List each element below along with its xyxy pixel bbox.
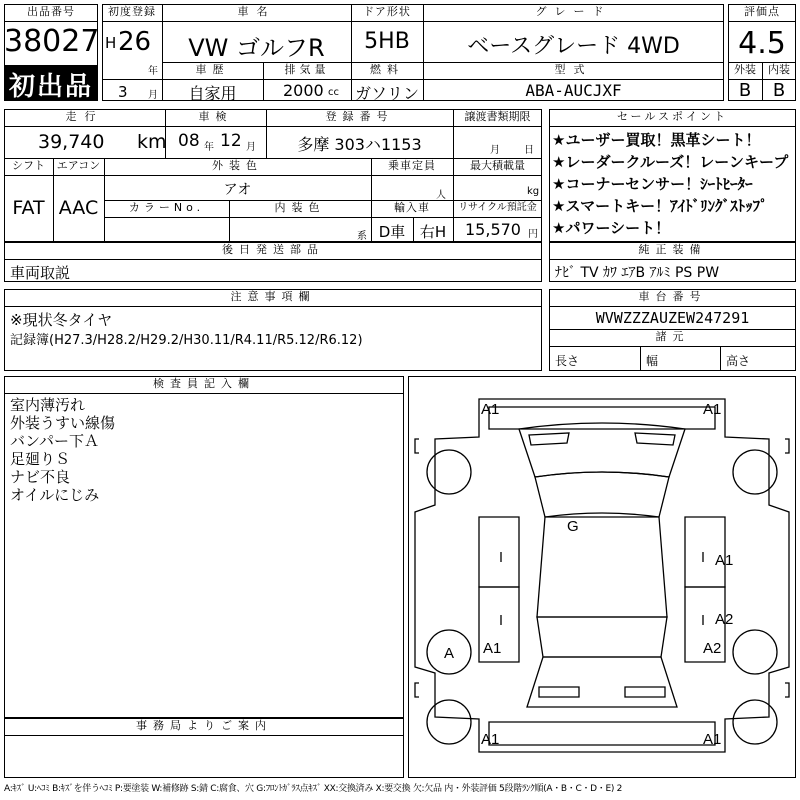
shift: FAT	[12, 197, 45, 219]
hood-vent-left	[529, 433, 569, 445]
fuel: ガソリン	[354, 84, 419, 103]
transfer-day-unit: 日	[524, 145, 534, 156]
plate-label: 登録番号	[325, 110, 394, 123]
displacement: 2000	[283, 81, 324, 100]
era-letter: H	[105, 34, 117, 52]
rear-window	[537, 617, 667, 657]
car-damage-diagram	[409, 377, 795, 777]
equipment-label: 純正装備	[638, 243, 707, 256]
car-name: VW ゴルフR	[188, 34, 325, 62]
spare-wheel-right	[733, 700, 777, 744]
inspector-line: ナビ不良	[10, 468, 71, 486]
displacement-unit: cc	[328, 87, 339, 98]
wheel-front-left	[427, 450, 471, 494]
first-reg-month: 3	[118, 83, 128, 101]
int-color-unit: 系	[357, 231, 367, 242]
chassis-label: 車台番号	[638, 290, 707, 303]
roof	[537, 517, 667, 617]
damage-mark: A1	[481, 401, 500, 418]
damage-mark: A	[444, 645, 455, 662]
interior-label: 内装	[768, 63, 790, 76]
damage-mark: A2	[703, 640, 722, 657]
sales-point: ★ユーザー買取！黒革シート！	[552, 131, 761, 149]
car-name-label: 車名	[237, 5, 276, 18]
wheel-front-right	[733, 450, 777, 494]
chassis-number: WVWZZZAUZEW247291	[595, 309, 750, 327]
shift-label: シフト	[12, 159, 45, 172]
int-color-label: 内装色	[274, 201, 326, 214]
bracket	[415, 683, 789, 697]
import-type: D車	[378, 223, 406, 241]
grade: ベースグレード 4WD	[467, 34, 680, 59]
rear-light-left	[539, 687, 579, 697]
office-label: 事務局よりご案内	[136, 719, 272, 732]
model-code: ABA-AUCJXF	[525, 81, 622, 100]
sales-points-list	[552, 129, 796, 239]
month-unit: 月	[148, 90, 158, 101]
notes-label: 注意事項欄	[230, 290, 316, 303]
transfer-month-unit: 月	[490, 145, 500, 156]
sales-point: ★コーナーセンサー！ｼｰﾄﾋｰﾀｰ	[552, 175, 753, 193]
hood-vent-right	[635, 433, 675, 445]
transfer-label: 譲渡書類期限	[464, 110, 531, 123]
inspector-line: オイルにじみ	[10, 486, 100, 504]
recycle-amount: 15,570	[465, 220, 521, 239]
inspection-month-unit: 月	[246, 142, 256, 153]
model-label: 型式	[554, 63, 593, 76]
color-label: 外装色	[212, 159, 263, 172]
height-label: 高さ	[726, 354, 751, 368]
steering: 右H	[419, 223, 447, 241]
inspector-line: 足廻りＳ	[10, 450, 71, 468]
color-no-label: カラーNo.	[128, 201, 205, 214]
rating-label: 評価点	[744, 5, 780, 18]
interior-grade: B	[772, 80, 786, 101]
inspector-line: 外装うすい線傷	[10, 414, 116, 432]
inspection-month: 12	[220, 131, 242, 151]
grade-label: グレード	[535, 5, 612, 18]
inspector-notes	[10, 396, 115, 504]
fuel-label: 燃料	[370, 63, 404, 76]
mileage: 39,740	[38, 131, 105, 153]
door-type: 5HB	[364, 29, 410, 54]
lot-number-label: 出品番号	[27, 5, 75, 18]
exterior-grade: B	[738, 80, 752, 101]
import-label: 輸入車	[394, 201, 430, 214]
displacement-label: 排気量	[284, 63, 330, 76]
spare-wheel	[427, 700, 471, 744]
rating: 4.5	[738, 26, 786, 61]
lot-number: 38027	[4, 24, 100, 59]
damage-mark: A1	[703, 731, 722, 748]
windshield	[535, 472, 669, 517]
hood	[519, 423, 685, 477]
sales-point: ★スマートキー！ｱｲﾄﾞﾘﾝｸﾞｽﾄｯﾌﾟ	[552, 197, 768, 215]
inspector-label: 検査員記入欄	[153, 377, 255, 390]
length-label: 長さ	[555, 354, 580, 368]
damage-mark: A2	[715, 611, 734, 628]
inspector-line: バンパー下Ａ	[10, 432, 99, 450]
damage-mark: A1	[481, 731, 500, 748]
exterior-label: 外装	[734, 63, 756, 76]
notes-line: 記録簿(H27.3/H28.2/H29.2/H30.11/R4.11/R5.12/R6.12)	[10, 333, 363, 348]
capacity-unit: 人	[436, 190, 446, 201]
year-unit: 年	[148, 66, 158, 77]
recycle-label: リサイクル預託金	[458, 202, 537, 213]
mileage-label: 走行	[65, 110, 104, 123]
exterior-color: アオ	[223, 182, 252, 198]
later-parts: 車両取説	[10, 264, 71, 282]
later-parts-label: 後日発送部品	[222, 243, 324, 256]
damage-mark: A1	[483, 640, 502, 657]
mileage-unit: km	[137, 131, 167, 153]
trunk	[527, 657, 677, 707]
equipment: ﾅﾋﾞ TV ｶﾜ ｴｱB ｱﾙﾐ PS PW	[555, 265, 720, 281]
sales-point: ★レーダークルーズ！レーンキープ	[552, 153, 789, 171]
first-listing-text: 初出品	[8, 72, 93, 102]
rear-bumper	[489, 722, 715, 745]
inspection-year-unit: 年	[204, 142, 214, 153]
history-label: 車歴	[195, 63, 230, 76]
damage-mark: A1	[703, 401, 722, 418]
sales-points-label: セールスポイント	[616, 110, 728, 123]
sales-point: ★パワーシート！	[552, 219, 671, 237]
wheel-rear-right	[733, 630, 777, 674]
inspection-label: 車検	[198, 110, 233, 123]
handle	[501, 552, 703, 625]
damage-mark: A1	[715, 552, 734, 569]
inspector-line: 室内薄汚れ	[10, 396, 86, 414]
recycle-unit: 円	[528, 229, 538, 240]
ac-label: エアコン	[56, 159, 101, 172]
bracket	[415, 439, 789, 453]
first-reg-year: 26	[118, 27, 152, 57]
load-label: 最大積載量	[470, 159, 525, 172]
damage-mark: G	[567, 518, 579, 535]
door-label: ドア形状	[363, 5, 411, 18]
history: 自家用	[188, 84, 237, 103]
front-bumper	[489, 407, 715, 429]
width-label: 幅	[646, 354, 659, 368]
legend: A:ｷｽﾞ U:ﾍｺﾐ B:ｷｽﾞを伴うﾍｺﾐ P:要塗装 W:補修跡 S:錆 C:腐食、穴 G:ﾌﾛﾝﾄｶﾞﾗｽ点ｷｽﾞ XX:交換済み X:要交換 欠:欠品 内・外装評価 5段階ﾗﾝｸ順(A・B・C・D・E) 2	[4, 784, 623, 794]
capacity-label: 乗車定員	[388, 159, 436, 172]
plate-number: 多摩 303ハ1153	[297, 135, 422, 154]
notes-line: ※現状冬タイヤ	[10, 311, 113, 329]
body-outline	[415, 399, 789, 752]
spec-label: 諸元	[655, 330, 690, 343]
left-front-door	[479, 517, 519, 587]
ac: AAC	[58, 197, 99, 219]
load-unit: kg	[527, 186, 540, 197]
rear-light-right	[625, 687, 665, 697]
first-reg-label: 初度登録	[108, 5, 156, 18]
inspection-year: 08	[178, 131, 200, 151]
